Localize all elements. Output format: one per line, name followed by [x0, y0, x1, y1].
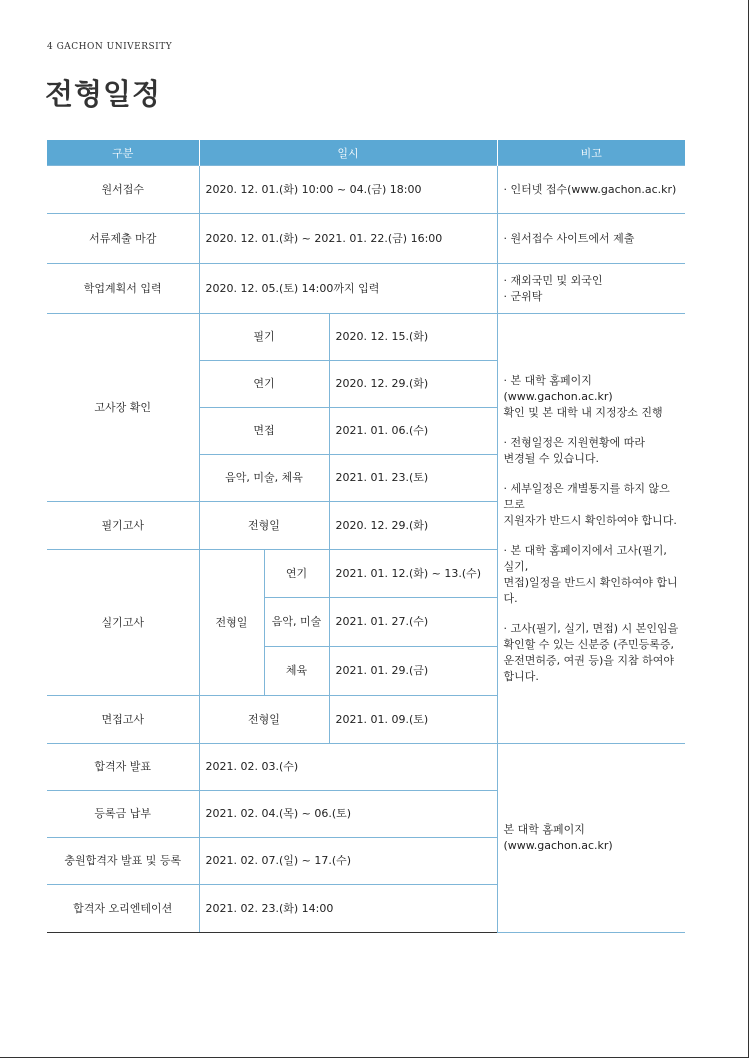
- list-item: [504, 543, 680, 607]
- documents-remark: · 원서접수 사이트에서 제출: [497, 214, 685, 264]
- note-line: · 본 대학 홈페이지에서 고사(필기, 실기,: [503, 543, 667, 573]
- note-line: 운전면허증, 여권 등)을 지참 하여야: [503, 653, 675, 667]
- note-line: 합니다.: [503, 669, 539, 683]
- practical-exam-sub: 전형일: [199, 550, 264, 696]
- page-title: 전형일정: [45, 77, 162, 111]
- row-label-written-exam: 필기고사: [47, 502, 199, 550]
- exam-room-item-date: 2021. 01. 06.(수): [329, 408, 497, 455]
- exam-room-item-date: 2020. 12. 15.(화): [329, 314, 497, 361]
- note-line: · 본 대학 홈페이지(www.gachon.ac.kr): [503, 373, 613, 403]
- row-label-additional: 충원합격자 발표 및 등록: [47, 838, 199, 885]
- pass-announce-date: 2021. 02. 03.(수): [199, 744, 497, 791]
- row-label-documents: 서류제출 마감: [47, 214, 199, 264]
- table-header-row: [47, 140, 685, 166]
- application-remark: · 인터넷 접수(www.gachon.ac.kr): [497, 166, 685, 214]
- row-label-tuition: 등록금 납부: [47, 791, 199, 838]
- list-item: [504, 435, 680, 467]
- note-line: 지원자가 반드시 확인하여야 합니다.: [503, 513, 677, 527]
- exam-room-item-name: 면접: [199, 408, 329, 455]
- table-row: [47, 744, 685, 791]
- exam-room-item-date: 2021. 01. 23.(토): [329, 455, 497, 502]
- orientation-date: 2021. 02. 23.(화) 14:00: [199, 885, 497, 933]
- study-plan-remark-line: · 재외국민 및 외국인: [503, 273, 603, 287]
- note-line: 변경될 수 있습니다.: [503, 451, 599, 465]
- table-row: [47, 166, 685, 214]
- exam-room-item-name: 필기: [199, 314, 329, 361]
- written-exam-date: 2020. 12. 29.(화): [329, 502, 497, 550]
- practical-item-name: 체육: [264, 647, 329, 696]
- running-header: 4 GACHON UNIVERSITY: [47, 42, 173, 52]
- study-plan-date: 2020. 12. 05.(토) 14:00까지 입력: [199, 264, 497, 314]
- row-label-application: 원서접수: [47, 166, 199, 214]
- table-row: [47, 314, 685, 361]
- note-line: · 전형일정은 지원현황에 따라: [503, 435, 645, 449]
- row-label-pass-announce: 합격자 발표: [47, 744, 199, 791]
- practical-item-name: 연기: [264, 550, 329, 598]
- study-plan-remark: [497, 264, 685, 314]
- exam-room-item-name: 음악, 미술, 체육: [199, 455, 329, 502]
- row-label-study-plan: 학업계획서 입력: [47, 264, 199, 314]
- result-remark: 본 대학 홈페이지(www.gachon.ac.kr): [497, 744, 685, 933]
- interview-date: 2021. 01. 09.(토): [329, 696, 497, 744]
- row-label-exam-room: 고사장 확인: [47, 314, 199, 502]
- study-plan-remark-line: · 군위탁: [503, 289, 543, 303]
- note-line: 확인 및 본 대학 내 지정장소 진행: [503, 405, 663, 419]
- exam-notes-list: [504, 373, 680, 685]
- row-label-practical-exam: 실기고사: [47, 550, 199, 696]
- row-label-interview: 면접고사: [47, 696, 199, 744]
- tuition-date: 2021. 02. 04.(목) ~ 06.(토): [199, 791, 497, 838]
- note-line: · 세부일정은 개별통지를 하지 않으므로: [503, 481, 670, 511]
- table-row: [47, 214, 685, 264]
- exam-room-item-name: 연기: [199, 361, 329, 408]
- list-item: [504, 621, 680, 685]
- practical-item-name: 음악, 미술: [264, 598, 329, 647]
- column-header-category: 구분: [47, 140, 199, 166]
- schedule-table: [47, 140, 685, 933]
- practical-item-date: 2021. 01. 12.(화) ~ 13.(수): [329, 550, 497, 598]
- row-label-orientation: 합격자 오리엔테이션: [47, 885, 199, 933]
- practical-item-date: 2021. 01. 29.(금): [329, 647, 497, 696]
- list-item: [504, 481, 680, 529]
- list-item: [504, 373, 680, 421]
- column-header-date: 일시: [199, 140, 497, 166]
- exam-notes: [497, 314, 685, 744]
- note-line: · 고사(필기, 실기, 면접) 시 본인임을: [503, 621, 679, 635]
- note-line: 면접)일정을 반드시 확인하여야 합니다.: [503, 575, 678, 605]
- table-row: [47, 264, 685, 314]
- interview-sub: 전형일: [199, 696, 329, 744]
- note-line: 확인할 수 있는 신분증 (주민등록증,: [503, 637, 675, 651]
- additional-date: 2021. 02. 07.(일) ~ 17.(수): [199, 838, 497, 885]
- application-date: 2020. 12. 01.(화) 10:00 ~ 04.(금) 18:00: [199, 166, 497, 214]
- column-header-remarks: 비고: [497, 140, 685, 166]
- exam-room-item-date: 2020. 12. 29.(화): [329, 361, 497, 408]
- practical-item-date: 2021. 01. 27.(수): [329, 598, 497, 647]
- documents-date: 2020. 12. 01.(화) ~ 2021. 01. 22.(금) 16:00: [199, 214, 497, 264]
- written-exam-sub: 전형일: [199, 502, 329, 550]
